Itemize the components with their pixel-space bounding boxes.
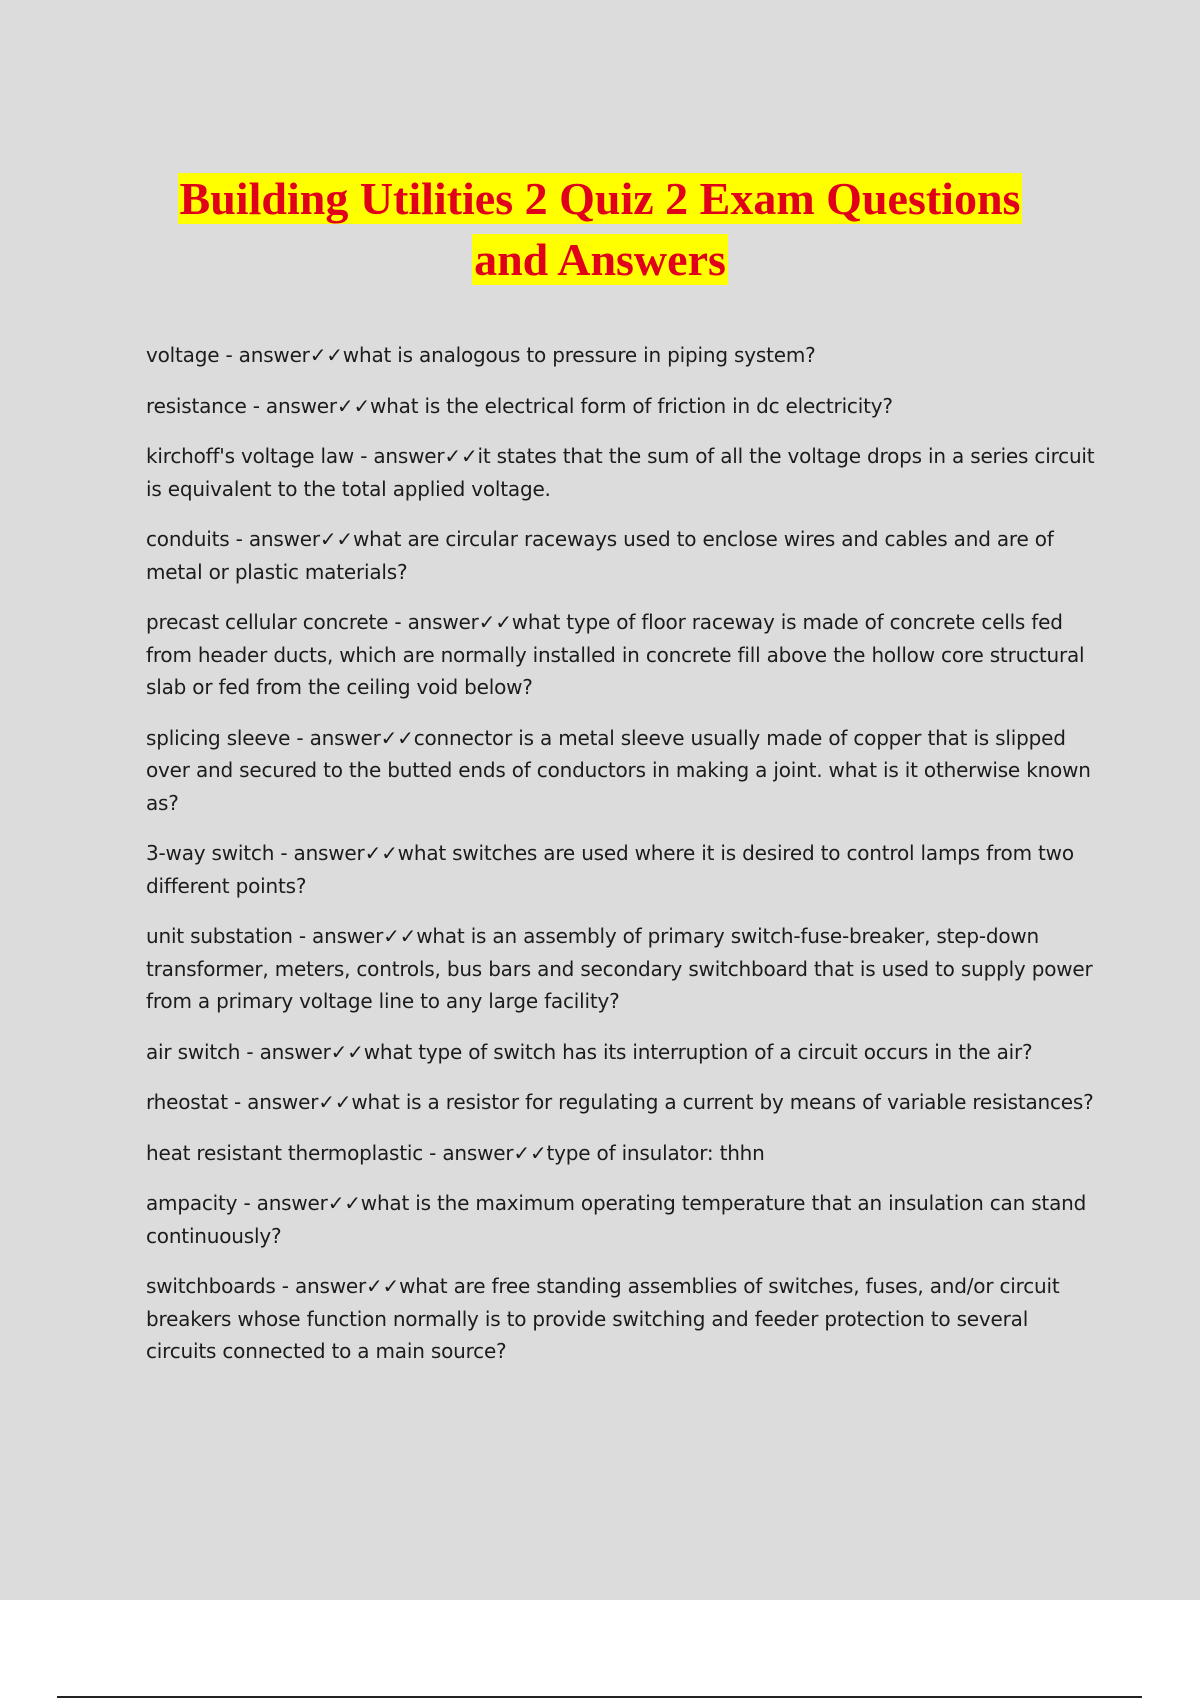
qa-item: resistance - answer✓✓what is the electrical form of friction in dc electricity? [146,393,893,418]
qa-item: voltage - answer✓✓what is analogous to pressure in piping system? [146,343,816,367]
qa-item: 3-way switch - answer✓✓what switches are used where it is desired to control lamps from two different points? [146,841,1074,898]
page-footer [0,1600,1200,1700]
document-title [0,168,1200,290]
footer-divider [57,1696,1142,1698]
qa-item: unit substation - answer✓✓what is an assembly of primary switch-fuse-breaker, step-down transformer, meters, controls, bus bars and secondary switchboard that is used to supply power from a primary voltage line to any large facility? [146,924,1093,1013]
qa-item: conduits - answer✓✓what are circular raceways used to enclose wires and cables and are of metal or plastic materials? [146,527,1054,584]
qa-item: rheostat - answer✓✓what is a resistor for regulating a current by means of variable resistances? [146,1090,1094,1114]
qa-item: air switch - answer✓✓what type of switch has its interruption of a circuit occurs in the air? [146,1039,1033,1064]
qa-item: splicing sleeve - answer✓✓connector is a metal sleeve usually made of copper that is slipped over and secured to the butted ends of conductors in making a joint. what is it otherwise known as? [146,725,1091,815]
qa-item: ampacity - answer✓✓what is the maximum operating temperature that an insulation can stand continuously? [146,1191,1087,1248]
title-line-2: and Answers [474,234,726,285]
qa-item: precast cellular concrete - answer✓✓what type of floor raceway is made of concrete cells fed from header ducts, which are normally installed in concrete fill above the hollow core structural slab or fed from the ceiling void below? [146,610,1085,699]
qa-list [146,339,1096,1386]
qa-item: kirchoff's voltage law - answer✓✓it states that the sum of all the voltage drops in a series circuit is equivalent to the total applied voltage. [146,444,1095,501]
title-line-1: Building Utilities 2 Quiz 2 Exam Questions [179,173,1021,224]
qa-item: switchboards - answer✓✓what are free standing assemblies of switches, fuses, and/or circuit breakers whose function normally is to provide switching and feeder protection to several circuits connected to a main source? [146,1274,1060,1363]
qa-item: heat resistant thermoplastic - answer✓✓type of insulator: thhn [146,1140,765,1165]
